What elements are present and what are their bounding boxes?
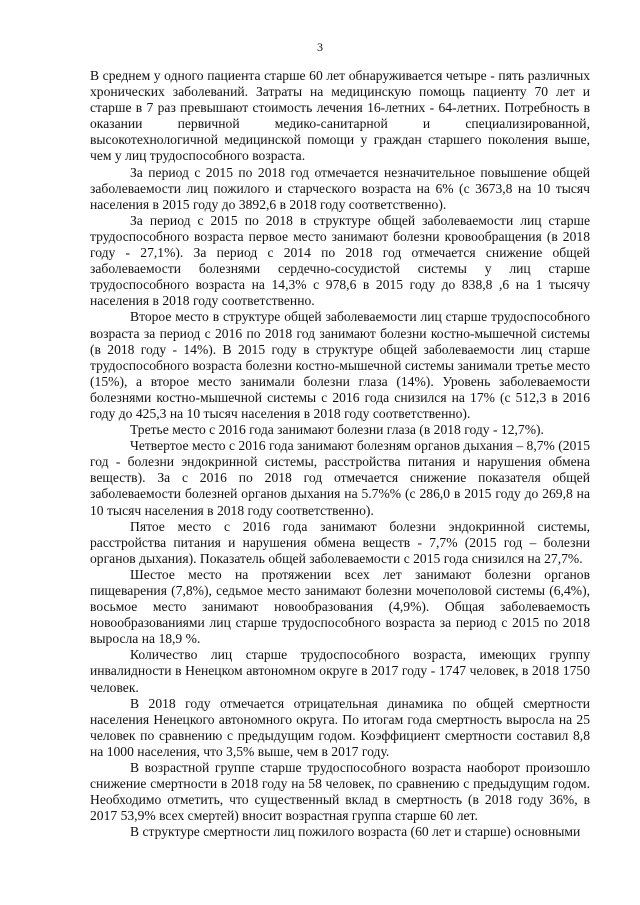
- paragraph: Пятое место с 2016 года занимают болезни эндокринной системы, расстройства питания и нарушения обмена веществ - 7,7% (2015 год – болезни органов дыхания). Показатель общей заболеваемости с 2015 года снизился на 27,7%.: [90, 518, 590, 566]
- paragraph: Четвертое место с 2016 года занимают болезням органов дыхания – 8,7% (2015 год - болезни эндокринной системы, расстройства питания и нарушения обмена веществ). За с 2016 по 2018 год отмечается снижение показателя общей заболеваемости болезней органов дыхания на 5.7%% (с 286,0 в 2015 году до 269,8 на 10 тысяч населения в 2018 году соответственно).: [90, 438, 590, 518]
- paragraph: В структуре смертности лиц пожилого возраста (60 лет и старше) основными: [130, 824, 581, 840]
- paragraph: Количество лиц старше трудоспособного возраста, имеющих группу инвалидности в Ненецком автономном округе в 2017 году - 1747 человек, в 2018 1750 человек.: [90, 647, 590, 695]
- page-number: 3: [317, 40, 323, 54]
- paragraph: За период с 2015 по 2018 год отмечается незначительное повышение общей заболеваемости лиц пожилого и старческого возраста на 6% (с 3673,8 на 10 тысяч населения в 2015 году до 3892,6 в 2018 году соответственно).: [90, 164, 590, 212]
- paragraph: Третье место с 2016 года занимают болезни глаза (в 2018 году - 12,7%).: [130, 422, 544, 438]
- paragraph: В 2018 году отмечается отрицательная динамика по общей смертности населения Ненецкого автономного округа. По итогам года смертность выросла на 25 человек по сравнению с предыдущим годом. Коэффициент смертности составил 8,8 на 1000 населения, что 3,5% выше, чем в 2017 году.: [90, 695, 590, 759]
- paragraph: Второе место в структуре общей заболеваемости лиц старше трудоспособного возраста за период с 2016 по 2018 год занимают болезни костно-мышечной системы (в 2018 году - 14%). В 2015 году в структуре общей заболеваемости лиц старше трудоспособного возраста болезни костно-мышечной системы занимали третье место (15%), а второе место занимали болезни глаза (14%). Уровень заболеваемости болезнями костно-мышечной системы с 2016 года снизился на 17% (с 512,3 в 2016 году до 425,3 на 10 тысяч населения в 2018 году соответственно).: [90, 309, 590, 421]
- paragraph: За период с 2015 по 2018 в структуре общей заболеваемости лиц старше трудоспособного возраста первое место занимают болезни кровообращения (в 2018 году - 27,1%). За период с 2014 по 2018 год отмечается снижение общей заболеваемости болезнями сердечно-сосудистой системы у лиц старше трудоспособного возраста на 14,3% с 978,6 в 2015 году до 838,8 ,6 на 1 тысячу населения в 2018 году соответственно.: [90, 212, 590, 309]
- paragraph: В среднем у одного пациента старше 60 лет обнаруживается четыре - пять различных хронических заболеваний. Затраты на медицинскую помощь пациенту 70 лет и старше в 7 раз превышают стоимость лечения 16-летних - 64-летних. Потребность в оказании первичной медико-санитарной и специализированной, высокотехнологичной медицинской помощи у граждан старшего поколения выше, чем у лиц трудоспособного возраста.: [90, 68, 590, 164]
- paragraph: В возрастной группе старше трудоспособного возраста наоборот произошло снижение смертности в 2018 году на 58 человек, по сравнению с предыдущим годом. Необходимо отметить, что существенный вклад в смертность (в 2018 году 36%, в 2017 53,9% всех смертей) вносит возрастная группа старше 60 лет.: [90, 760, 590, 824]
- paragraph: Шестое место на протяжении всех лет занимают болезни органов пищеварения (7,8%), седьмое место занимают болезни мочеполовой системы (6,4%), восьмое место занимают новообразования (4,9%). Общая заболеваемость новообразованиями лиц старше трудоспособного возраста за период с 2015 по 2018 выросла на 18,9 %.: [90, 566, 590, 647]
- document-body: [90, 68, 590, 841]
